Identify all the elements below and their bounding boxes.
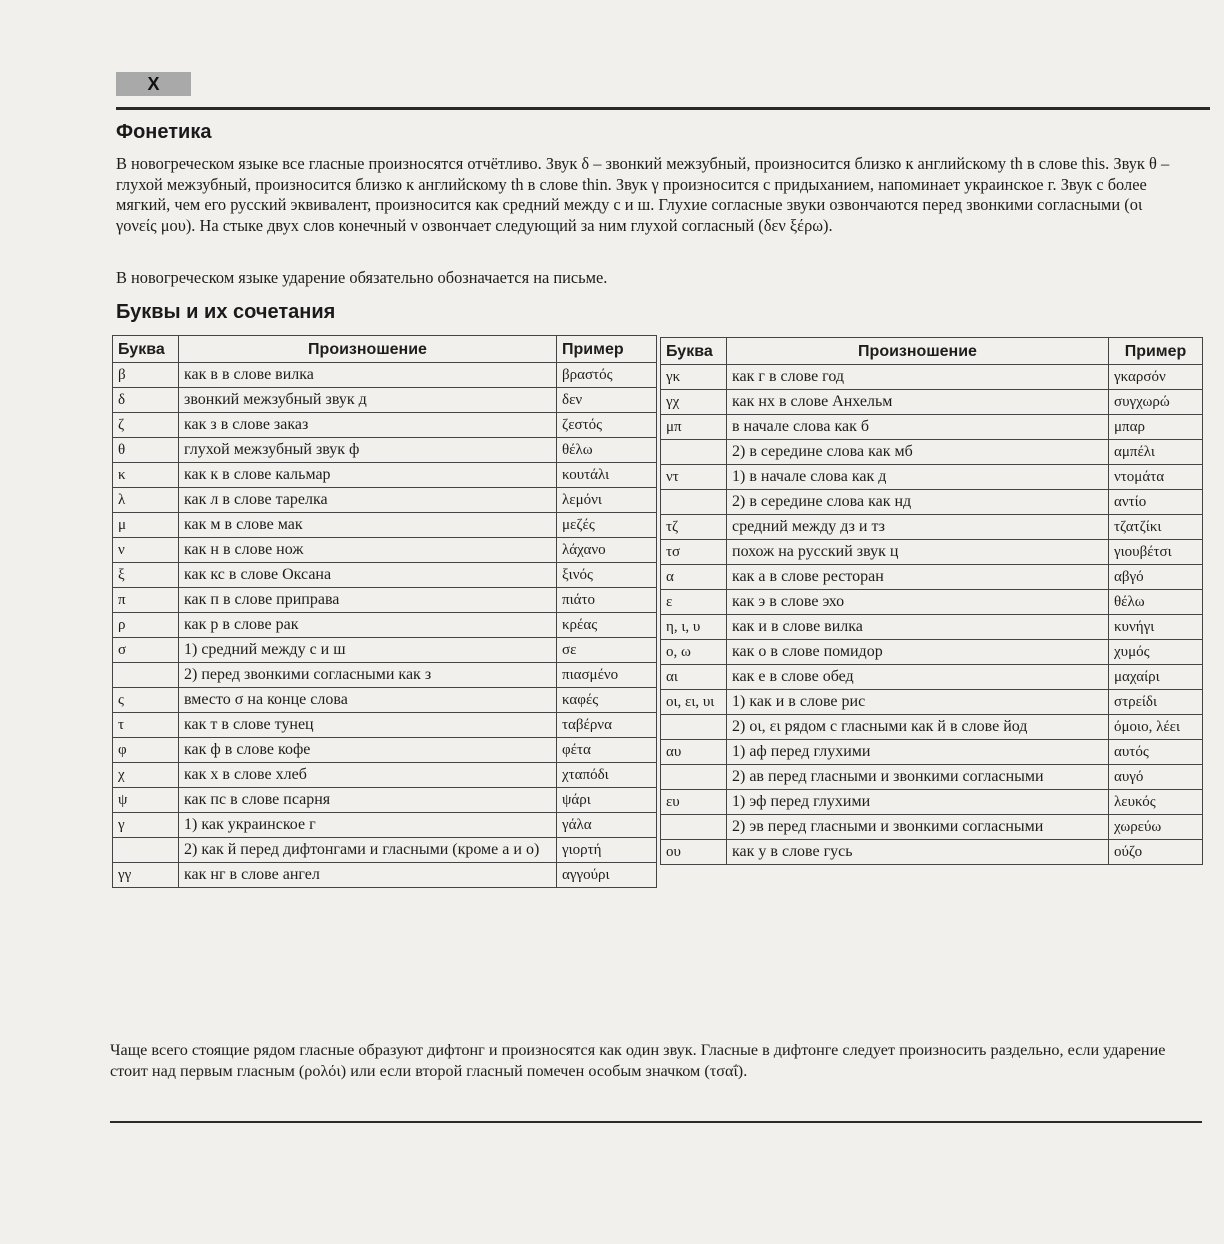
letter-cell: χ <box>113 763 179 788</box>
letter-cell: ο, ω <box>661 640 727 665</box>
letter-cell: γχ <box>661 390 727 415</box>
page-number-tab: X <box>116 72 191 96</box>
table-row <box>661 615 1203 640</box>
example-cell: μπαρ <box>1109 415 1203 440</box>
pronunciation-cell: 1) средний между с и ш <box>179 638 557 663</box>
table-row <box>113 663 657 688</box>
letter-cell <box>113 838 179 863</box>
table-row <box>113 713 657 738</box>
pronunciation-cell: как з в слове заказ <box>179 413 557 438</box>
letter-cell: ρ <box>113 613 179 638</box>
letter-cell <box>661 490 727 515</box>
table-header-row <box>661 338 1203 365</box>
letter-cell: γκ <box>661 365 727 390</box>
example-cell: μαχαίρι <box>1109 665 1203 690</box>
letter-cell: τσ <box>661 540 727 565</box>
table-row <box>661 715 1203 740</box>
letter-cell: φ <box>113 738 179 763</box>
pronunciation-cell: как м в слове мак <box>179 513 557 538</box>
example-cell: δεν <box>557 388 657 413</box>
table-row <box>661 515 1203 540</box>
table-header-row <box>113 336 657 363</box>
table-row <box>113 638 657 663</box>
letter-cell: ψ <box>113 788 179 813</box>
example-cell: χταπόδι <box>557 763 657 788</box>
pronunciation-cell: 2) как й перед дифтонгами и гласными (кроме а и о) <box>179 838 557 863</box>
letter-cell <box>113 663 179 688</box>
example-cell: συγχωρώ <box>1109 390 1203 415</box>
pronunciation-cell: 1) как и в слове рис <box>727 690 1109 715</box>
table-row <box>661 590 1203 615</box>
letter-cell: ε <box>661 590 727 615</box>
table-row <box>113 813 657 838</box>
table-row <box>661 565 1203 590</box>
example-cell: φέτα <box>557 738 657 763</box>
letter-cell: δ <box>113 388 179 413</box>
table-row <box>113 363 657 388</box>
table-row <box>661 540 1203 565</box>
table-row <box>661 390 1203 415</box>
example-cell: γιορτή <box>557 838 657 863</box>
letter-cell: οι, ει, υι <box>661 690 727 715</box>
example-cell: θέλω <box>1109 590 1203 615</box>
column-header-letter: Буква <box>661 338 727 365</box>
table-row <box>661 740 1203 765</box>
table-row <box>661 365 1203 390</box>
example-cell: ντομάτα <box>1109 465 1203 490</box>
pronunciation-cell: как кс в слове Оксана <box>179 563 557 588</box>
table-row <box>661 765 1203 790</box>
example-cell: κυνήγι <box>1109 615 1203 640</box>
table-row <box>113 788 657 813</box>
table-row <box>113 388 657 413</box>
example-cell: αβγό <box>1109 565 1203 590</box>
letter-cell <box>661 715 727 740</box>
table-row <box>661 665 1203 690</box>
pronunciation-cell: как э в слове эхо <box>727 590 1109 615</box>
pronunciation-cell: как п в слове приправа <box>179 588 557 613</box>
pronunciation-cell: 1) эф перед глухими <box>727 790 1109 815</box>
letter-cell <box>661 440 727 465</box>
letter-cell: μπ <box>661 415 727 440</box>
table-row <box>661 640 1203 665</box>
pronunciation-cell: 1) как украинское г <box>179 813 557 838</box>
pronunciation-cell: как и в слове вилка <box>727 615 1109 640</box>
pronunciation-cell: 2) в середине слова как мб <box>727 440 1109 465</box>
table-row <box>113 438 657 463</box>
example-cell: ζεστός <box>557 413 657 438</box>
pronunciation-cell: как пс в слове псарня <box>179 788 557 813</box>
table-row <box>113 513 657 538</box>
letter-cell: κ <box>113 463 179 488</box>
pronunciation-cell: как н в слове нож <box>179 538 557 563</box>
letters-table-left <box>112 335 657 888</box>
diphthong-note: Чаще всего стоящие рядом гласные образуют дифтонг и произносятся как один звук. Гласные в дифтонге следует произносить раздельно, если ударение стоит над первым гласным (ρολόι) или если второй гласный помечен особым значком (τσαΐ). <box>110 1041 1166 1080</box>
table-row <box>661 840 1203 865</box>
pronunciation-cell: 2) ав перед гласными и звонкими согласными <box>727 765 1109 790</box>
example-cell: χυμός <box>1109 640 1203 665</box>
table-row <box>661 815 1203 840</box>
example-cell: βραστός <box>557 363 657 388</box>
phonetics-heading: Фонетика <box>116 121 212 143</box>
table-row <box>113 738 657 763</box>
letter-cell: ν <box>113 538 179 563</box>
letter-cell: γ <box>113 813 179 838</box>
pronunciation-cell: 2) эв перед гласными и звонкими согласными <box>727 815 1109 840</box>
example-cell: καφές <box>557 688 657 713</box>
table-row <box>661 790 1203 815</box>
pronunciation-cell: 2) οι, ει рядом с гласными как й в слове йод <box>727 715 1109 740</box>
example-cell: χωρεύω <box>1109 815 1203 840</box>
table-row <box>113 463 657 488</box>
example-cell: όμοιο, λέει <box>1109 715 1203 740</box>
table-row <box>113 763 657 788</box>
pronunciation-cell: как е в слове обед <box>727 665 1109 690</box>
table-row <box>661 490 1203 515</box>
example-cell: λευκός <box>1109 790 1203 815</box>
example-cell: λεμόνι <box>557 488 657 513</box>
example-cell: ούζο <box>1109 840 1203 865</box>
letter-cell <box>661 765 727 790</box>
letter-cell: π <box>113 588 179 613</box>
pronunciation-cell: как г в слове год <box>727 365 1109 390</box>
table-row <box>661 465 1203 490</box>
table-row <box>113 413 657 438</box>
pronunciation-cell: глухой межзубный звук ф <box>179 438 557 463</box>
pronunciation-cell: как о в слове помидор <box>727 640 1109 665</box>
example-cell: αντίο <box>1109 490 1203 515</box>
letter-cell: μ <box>113 513 179 538</box>
example-cell: πιασμένο <box>557 663 657 688</box>
pronunciation-cell: как р в слове рак <box>179 613 557 638</box>
table-row <box>113 538 657 563</box>
example-cell: λάχανο <box>557 538 657 563</box>
pronunciation-cell: как нг в слове ангел <box>179 863 557 888</box>
example-cell: γάλα <box>557 813 657 838</box>
example-cell: τζατζίκι <box>1109 515 1203 540</box>
pronunciation-cell: как а в слове ресторан <box>727 565 1109 590</box>
pronunciation-cell: в начале слова как б <box>727 415 1109 440</box>
pronunciation-cell: похож на русский звук ц <box>727 540 1109 565</box>
example-cell: αγγούρι <box>557 863 657 888</box>
column-header-letter: Буква <box>113 336 179 363</box>
letter-cell: ου <box>661 840 727 865</box>
pronunciation-cell: как в в слове вилка <box>179 363 557 388</box>
pronunciation-cell: 2) в середине слова как нд <box>727 490 1109 515</box>
letter-cell: γγ <box>113 863 179 888</box>
letter-cell: ντ <box>661 465 727 490</box>
letter-cell: σ <box>113 638 179 663</box>
letter-cell: α <box>661 565 727 590</box>
example-cell: αυτός <box>1109 740 1203 765</box>
stress-note: В новогреческом языке ударение обязательно обозначается на письме. <box>116 268 608 287</box>
letter-cell: ξ <box>113 563 179 588</box>
table-row <box>113 688 657 713</box>
letters-heading: Буквы и их сочетания <box>116 301 336 323</box>
example-cell: ψάρι <box>557 788 657 813</box>
example-cell: γιουβέτσι <box>1109 540 1203 565</box>
column-header-pronunciation: Произношение <box>179 336 557 363</box>
example-cell: μεζές <box>557 513 657 538</box>
pronunciation-cell: как х в слове хлеб <box>179 763 557 788</box>
pronunciation-cell: как л в слове тарелка <box>179 488 557 513</box>
letter-cell: ς <box>113 688 179 713</box>
column-header-pronunciation: Произношение <box>727 338 1109 365</box>
letter-cell: ευ <box>661 790 727 815</box>
column-header-example: Пример <box>557 336 657 363</box>
letter-cell: τζ <box>661 515 727 540</box>
table-row <box>113 838 657 863</box>
letter-cell: η, ι, υ <box>661 615 727 640</box>
letter-cell <box>661 815 727 840</box>
pronunciation-cell: как к в слове кальмар <box>179 463 557 488</box>
example-cell: στρείδι <box>1109 690 1203 715</box>
letter-cell: ζ <box>113 413 179 438</box>
table-row <box>661 690 1203 715</box>
table-row <box>661 415 1203 440</box>
pronunciation-cell: 1) в начале слова как д <box>727 465 1109 490</box>
example-cell: πιάτο <box>557 588 657 613</box>
pronunciation-cell: средний между дз и тз <box>727 515 1109 540</box>
example-cell: αμπέλι <box>1109 440 1203 465</box>
pronunciation-cell: 1) аф перед глухими <box>727 740 1109 765</box>
footer-rule <box>110 1121 1202 1123</box>
example-cell: ταβέρνα <box>557 713 657 738</box>
pronunciation-cell: как т в слове тунец <box>179 713 557 738</box>
letter-cell: λ <box>113 488 179 513</box>
table-row <box>113 563 657 588</box>
example-cell: κρέας <box>557 613 657 638</box>
pronunciation-cell: 2) перед звонкими согласными как з <box>179 663 557 688</box>
example-cell: σε <box>557 638 657 663</box>
phonetics-paragraph: В новогреческом языке все гласные произносятся отчётливо. Звук δ – звонкий межзубный, произносится близко к английскому th в слове this. Звук θ – глухой межзубный, произносится близко к английскому th в слове thin. Звук γ произносится с придыханием, напоминает украинское г. Звук с более мягкий, чем его русский эквивалент, произносится как средний между с и ш. Глухие согласные звуки озвончаются перед звонкими согласными (οι γονείς μου). На стыке двух слов конечный ν озвончает следующий за ним глухой согласный (δεν ξέρω). <box>116 154 1170 235</box>
letter-cell: β <box>113 363 179 388</box>
letter-cell: τ <box>113 713 179 738</box>
pronunciation-cell: как у в слове гусь <box>727 840 1109 865</box>
letter-cell: θ <box>113 438 179 463</box>
column-header-example: Пример <box>1109 338 1203 365</box>
header-rule <box>116 107 1210 110</box>
pronunciation-cell: как ф в слове кофе <box>179 738 557 763</box>
letter-cell: αυ <box>661 740 727 765</box>
pronunciation-cell: вместо σ на конце слова <box>179 688 557 713</box>
table-row <box>113 863 657 888</box>
table-row <box>113 613 657 638</box>
example-cell: αυγό <box>1109 765 1203 790</box>
letters-table-right <box>660 337 1203 865</box>
example-cell: γκαρσόν <box>1109 365 1203 390</box>
letter-cell: αι <box>661 665 727 690</box>
example-cell: ξινός <box>557 563 657 588</box>
table-row <box>113 488 657 513</box>
table-row <box>113 588 657 613</box>
example-cell: κουτάλι <box>557 463 657 488</box>
pronunciation-cell: звонкий межзубный звук д <box>179 388 557 413</box>
pronunciation-cell: как нх в слове Анхельм <box>727 390 1109 415</box>
example-cell: θέλω <box>557 438 657 463</box>
table-row <box>661 440 1203 465</box>
